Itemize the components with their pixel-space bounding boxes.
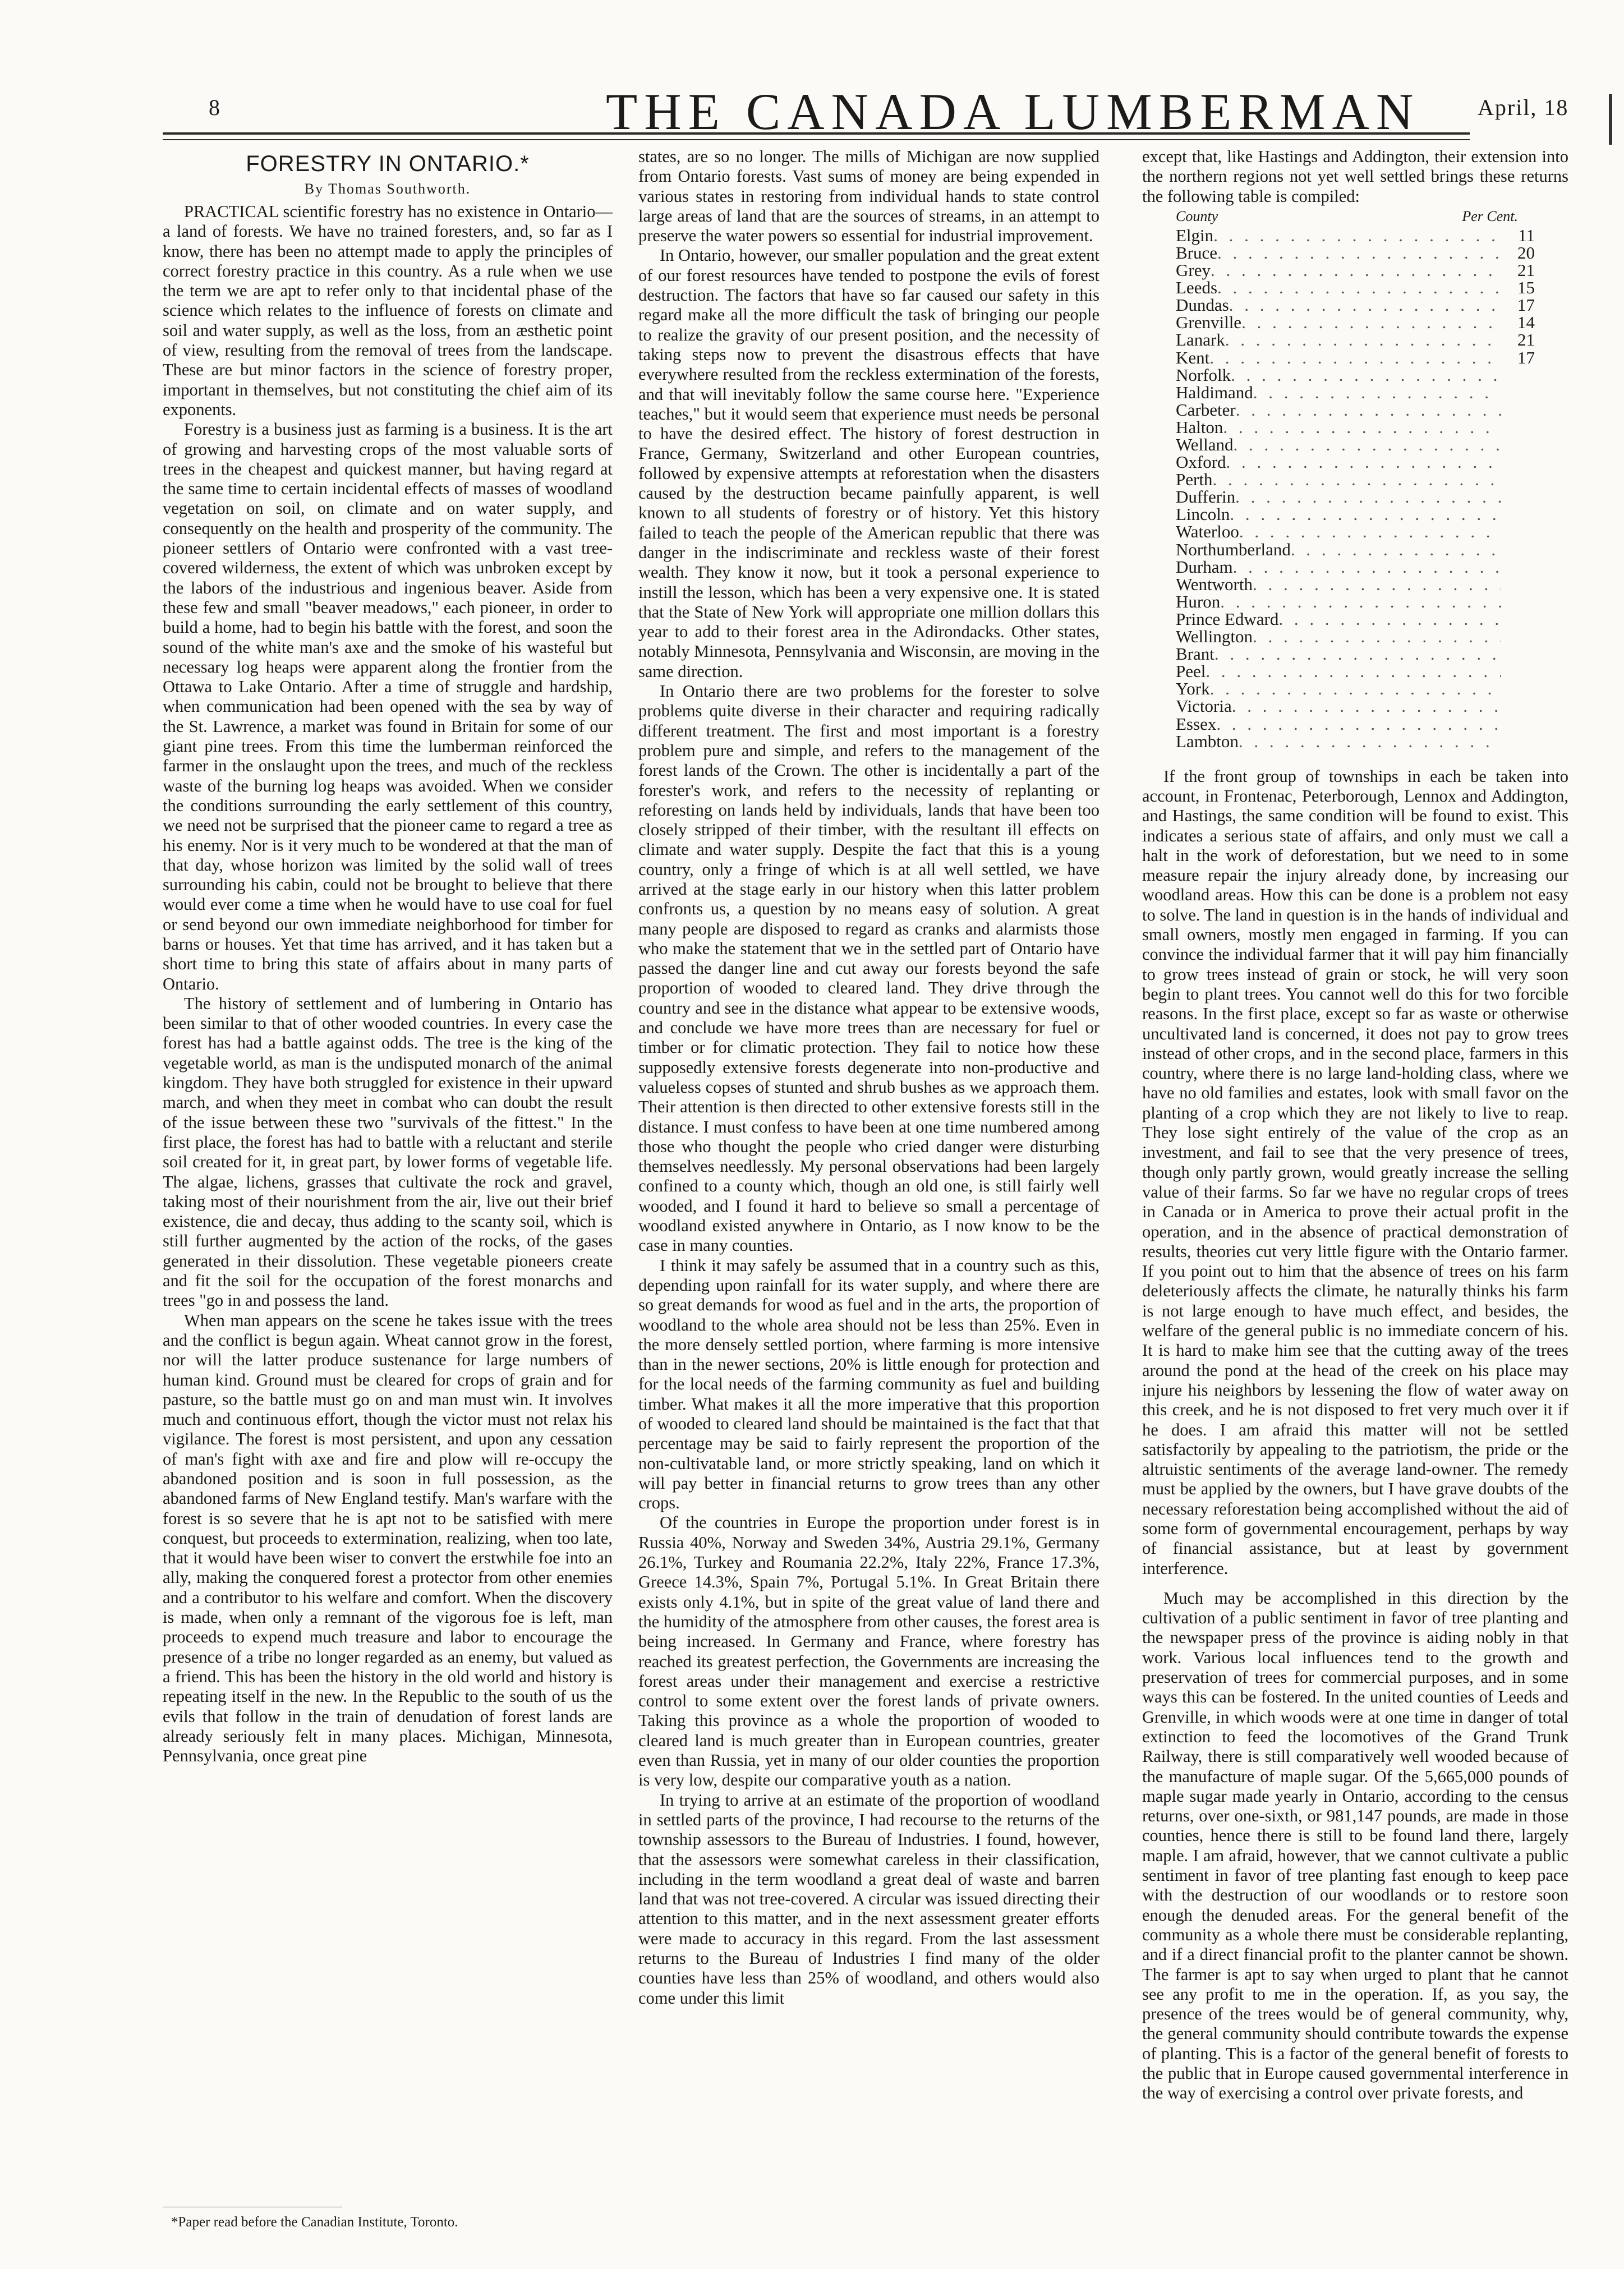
leader-dots (1210, 680, 1501, 697)
column-2 (638, 147, 1099, 2217)
paragraph: states, are so no longer. The mills of Michigan are now supplied from Ontario forests. Vast sums of money are being expended in various states in restoring from individual hands to state control large areas of land that are the sources of streams, in an attempt to preserve the water powers so essential for industrial improvement. (638, 147, 1099, 246)
county-percent (1501, 628, 1535, 645)
masthead-rule (163, 132, 1470, 135)
county-name: Wellington (1176, 627, 1253, 647)
county-percent (1501, 576, 1535, 593)
county-percent (1501, 593, 1535, 610)
percent-column-header: Per Cent. (1462, 208, 1518, 224)
leader-dots (1236, 401, 1501, 418)
county-name: Brant (1176, 644, 1214, 664)
paragraph: PRACTICAL scientific forestry has no existence in Ontario—a land of forests. We have no trained foresters, and, so far as I know, there has been no attempt made to apply the principles of correct forestry practice in this country. As a rule when we use the term we are apt to refer only to that incidental phase of the science which relates to the influence of forests on climate and soil and water supply, as well as the loss, from an æsthetic point of view, resulting from the removal of trees from the landscape. These are but minor factors in the science of forestry proper, important in themselves, but not constituting the chief aim of its exponents. (163, 202, 613, 419)
issue-date: April, 18 (1478, 95, 1569, 120)
county-row (1176, 279, 1535, 296)
county-row (1176, 541, 1535, 558)
county-name: Kent (1176, 347, 1210, 367)
column-3 (1142, 147, 1568, 2217)
county-name: Huron (1176, 591, 1221, 611)
county-name: York (1176, 679, 1210, 699)
paragraph: Of the countries in Europe the proportion under forest is in Russia 40%, Norway and Sweden 34%, Austria 29.1%, Germany 26.1%, Turkey and Roumania 22.2%, Italy 22%, France 17.3%, Greece 14.3%, Spain 7%, Portugal 5.1%. In Great Britain there exists only 4.1%, but in spite of the great value of land there and the humidity of the atmosphere from other causes, the forest area is being increased. In Germany and France, where forestry has reached its greatest perfection, the Governments are increasing the forest areas under their management and exercise a restrictive control to some extent over the forest lands of private owners. Taking this province as a whole the proportion of wooded to cleared land is much greater than in European countries, greater even than Russia, yet in many of our older counties the proportion is very low, despite our comparative youth as a nation. (638, 1513, 1099, 1790)
county-name: Dundas (1176, 295, 1229, 315)
county-row (1176, 488, 1535, 505)
county-name: Grey (1176, 260, 1211, 280)
county-name: Carbeter (1176, 399, 1236, 420)
leader-dots (1232, 697, 1501, 715)
leader-dots (1239, 523, 1501, 540)
masthead-title: THE CANADA LUMBERMAN (606, 83, 1420, 140)
paragraph: except that, like Hastings and Addington, their extension into the northern regions not yet well settled brings these returns the following table is compiled: (1142, 147, 1568, 206)
paragraph: In Ontario there are two problems for the forester to solve problems quite diverse in their character and requiring radically different treatment. The first and most important is a forestry problem pure and simple, and refers to the management of the forest lands of the Crown. The other is incidentally a part of the forester's work, and refers to the necessity of replanting or reforesting on lands held by individuals, lands that have been too closely stripped of their timber, with the resultant ill effects on climate and water supply. Despite the fact that this is a young country, only a fringe of which is at all well settled, we have arrived at the stage early in our history when this latter problem confronts us, a question by no means easy of solution. A great many people are disposed to regard as cranks and alarmists those who make the statement that we in the settled part of Ontario have passed the danger line and cut away our forests beyond the safe proportion of wooded to cleared land. They drive through the country and see in the distance what appear to be extensive woods, and conclude we have more trees than are necessary for fuel or timber or for climatic protection. They fail to notice how these supposedly extensive forests degenerate into non-productive and valueless copses of stunted and shrub bushes as we approach them. Their attention is then directed to other extensive forests still in the distance. I must confess to have been at one time numbered among those who thought the people who cried danger were disturbing themselves needlessly. My personal observations had been largely confined to a county which, though an old one, is still fairly well wooded, and I found it hard to believe so small a percentage of woodland existed anywhere in Ontario, as I now know to be the case in many counties. (638, 682, 1099, 1255)
county-percent: 21 (1517, 330, 1535, 350)
leader-dots (1206, 662, 1501, 680)
paragraph: Forestry is a business just as farming is a business. It is the art of growing and harvesting crops of the most valuable sorts of trees in the cheapest and quickest manner, but having regard at the same time to certain incidental effects of masses of woodland vegetation on soil, on climate and on water supply, and consequently on the health and prosperity of the community. The pioneer settlers of Ontario were confronted with a vast tree-covered wilderness, the extent of which was unbroken except by the labors of the industrious and ingenious beaver. Aside from these few and small "beaver meadows," each pioneer, in order to build a home, had to begin his battle with the forest, and soon the sound of the white man's axe and the smoke of his wasteful but necessary log heaps were apparent along the frontier from the Ottawa to Lake Ontario. After a time of struggle and hardship, when communication had been opened with the sea by way of the St. Lawrence, a market was found in Britain for some of our giant pine trees. From this time the lumberman reinforced the farmer in the onslaught upon the trees, and much of the reckless waste of the burning log heaps was avoided. When we consider the conditions surrounding the early settlement of this country, we need not be surprised that the pioneer came to regard a tree as his enemy. Nor is it very much to be wondered at that the man of that day, whose horizon was limited by the solid wall of trees surrounding his cabin, could not be brought to believe that there would ever come a time when he would have to use coal for fuel or send beyond our own immediate neighborhood for timber for barns or houses. Yet that time has arrived, and it has taken but a short time to bring this state of affairs about in many parts of Ontario. (163, 420, 613, 993)
county-name: Haldimand (1176, 382, 1253, 402)
county-row (1176, 418, 1535, 436)
county-row (1176, 680, 1535, 697)
paragraph: In trying to arrive at an estimate of the proportion of woodland in settled parts of the province, I had recourse to the returns of the township assessors to the Bureau of Industries. I found, however, that the assessors were somewhat careless in their classification, including in the term woodland a great deal of waste and barren land that was not tree-covered. A circular was issued directing their attention to this matter, and in the next assessment greater efforts were made to accuracy in this regard. From the last assessment returns to the Bureau of Industries I find many of the older counties have less than 25% of woodland, and others would also come under this limit (638, 1790, 1099, 2008)
county-row (1176, 645, 1535, 662)
leader-dots (1241, 314, 1501, 331)
county-name: Durham (1176, 556, 1233, 577)
county-name: Elgin (1176, 225, 1214, 245)
leader-dots (1235, 488, 1501, 505)
paragraph: The history of settlement and of lumbering in Ontario has been similar to that of other wooded countries. In every case the forest has had a battle against odds. The tree is the king of the vegetable world, as man is the undisputed monarch of the animal kingdom. They have both struggled for existence in their upward march, and when they meet in combat who can doubt the result of the issue between these two "survivals of the fittest." In the first place, the forest has had to battle with a reluctant and sterile soil created for it, in great part, by lower forms of vegetable life. The algae, lichens, grasses that cultivate the rock and gravel, taking most of their nourishment from the air, live out their brief existence, die and decay, thus adding to the scanty soil, which is still further augmented by the action of the rocks, of the gases generated in their dissolution. These vegetable pioneers create and fit the soil for the occupation of the forest monarchs and trees "go in and possess the land. (163, 993, 613, 1310)
county-row (1176, 366, 1535, 384)
county-name: Peel (1176, 661, 1206, 682)
county-percent (1501, 715, 1535, 733)
county-row (1176, 576, 1535, 593)
county-percent (1501, 436, 1535, 453)
county-name: Lambton (1176, 731, 1239, 751)
county-percent (1501, 662, 1535, 680)
county-percent: 15 (1517, 278, 1535, 298)
county-row (1176, 349, 1535, 366)
leader-dots (1291, 541, 1501, 558)
county-row (1176, 558, 1535, 576)
county-name: Oxford (1176, 452, 1226, 472)
county-percent: 17 (1517, 347, 1535, 367)
leader-dots (1217, 244, 1501, 261)
county-name: Lanark (1176, 330, 1225, 350)
county-percent (1501, 471, 1535, 488)
leader-dots (1211, 261, 1501, 279)
county-row (1176, 733, 1535, 750)
county-row (1176, 314, 1535, 331)
county-percent (1501, 558, 1535, 576)
leader-dots (1226, 453, 1501, 471)
leader-dots (1217, 279, 1501, 296)
county-percent (1501, 505, 1535, 523)
page-number: 8 (209, 95, 220, 120)
county-row (1176, 401, 1535, 418)
paragraph: When man appears on the scene he takes issue with the trees and the conflict is begun again. Wheat cannot grow in the forest, nor will the latter produce sustenance for large numbers of human kind. Ground must be cleared for crops of grain and for pasture, so the battle must go on and man must win. It involves much and continuous effort, though the victor must not relax his vigilance. The forest is most persistent, and upon any cessation of man's fight with axe and fire and plow will re-occupy the abandoned position and is soon in full possession, as the abandoned farms of New England testify. Man's warfare with the forest is so severe that he is apt not to be satisfied with mere conquest, but proceeds to extermination, realizing, when too late, that it would have been wiser to convert the erstwhile foe into an ally, making the conquered forest a protector from other enemies and a contributor to his welfare and comfort. When the discovery is made, when only a remnant of the vigorous foe is left, man proceeds to expend much treasure and labor to encourage the presence of a tribe no longer regarded as an enemy, but valued as a friend. This has been the history in the old world and history is repeating itself in the new. In the Republic to the south of us the evils that follow in the train of denudation of forest lands are already seriously felt in many places. Michigan, Minnesota, Pennsylvania, once great pine (163, 1310, 613, 1766)
paragraph: If the front group of townships in each be taken into account, in Frontenac, Peterborough, Lennox and Addington, and Hastings, the same condition will be found to exist. This indicates a serious state of affairs, and only must we call a halt in the work of deforestation, but we need to in some measure repair the injury already done, by increasing our woodland areas. How this can be done is a problem not easy to solve. The land in question is in the hands of individual and small owners, mostly men engaged in farming. If you can convince the individual farmer that it will pay him financially to grow trees instead of grain or stock, he will very soon begin to plant trees. You cannot well do this for two forcible reasons. In the first place, except so far as waste or otherwise uncultivated land is concerned, it does not pay to grow trees instead of other crops, and in the second place, farmers in this country, where there is no large land-holding class, where we have no old families and estates, look with small favor on the planting of a crop which they are not likely to live to reap. They lose sight entirely of the value of the crop as an investment, and fail to see that the very presence of trees, though only partly grown, would greatly increase the selling value of their farms. So far we have no regular crops of trees in Canada or in America to prove their actual profit in the operation, and in the absence of practical demonstration of results, theories cut very little figure with the Ontario farmer. If you point out to him that the absence of trees on his farm deleteriously affects the climate, he naturally thinks his farm is not large enough to have much effect, and besides, the welfare of the general public is no immediate concern of his. It is hard to make him see that the cutting away of the trees around the pond at the head of the creek on his place may injure his neighbors by lessening the flow of water away on this creek, and he is not disposed to fret very much over it if he does. I am afraid this matter will not be settled satisfactorily by appealing to the patriotism, the pride or the altruistic sentiments of the average land-owner. The remedy must be applied by the owners, but I have grave doubts of the necessary reforestation being accomplished without the aid of some form of governmental encouragement, perhaps by way of financial assistance, but at least by government interference. (1142, 766, 1568, 1578)
county-row (1176, 593, 1535, 610)
county-name: Wentworth (1176, 574, 1253, 594)
county-name: Northumberland (1176, 539, 1291, 559)
county-percent (1501, 541, 1535, 558)
county-percent (1501, 523, 1535, 540)
county-percent (1501, 488, 1535, 505)
column-1 (163, 147, 613, 2189)
county-percent: 20 (1517, 242, 1535, 263)
paragraph: Much may be accomplished in this direction by the cultivation of a public sentiment in favor of tree planting and the newspaper press of the province is aiding nobly in that work. Various local influences tend to the growth and preservation of trees for commercial purposes, and in some ways this can be fostered. In the united counties of Leeds and Grenville, in which woods were at one time in danger of total extinction to feed the locomotives of the Grand Trunk Railway, there is still comparatively well wooded because of the manufacture of maple sugar. Of the 5,665,000 pounds of maple sugar made yearly in Ontario, according to the census returns, over one-sixth, or 981,147 pounds, are made in those counties, hence there is still to be found land there, largely maple. I am afraid, however, that we cannot cultivate a public sentiment in favor of tree planting fast enough to keep pace with the destruction of our woodlands or to restore soon enough the denuded areas. For the general benefit of the community as a whole there must be considerable replanting, and if a direct financial profit to the planter cannot be shown. The farmer is apt to say when urged to plant that he cannot see any profit to me in the operation. If, as you say, the presence of the trees would be of general community, why, the general community should contribute towards the expense of planting. This is a factor of the general benefit of forests to the public that in Europe caused governmental interference in the way of exercising a control over private forests, and (1142, 1588, 1568, 2103)
county-row (1176, 697, 1535, 715)
county-row (1176, 331, 1535, 348)
county-row (1176, 296, 1535, 314)
county-table (1142, 227, 1568, 750)
county-name: Norfolk (1176, 365, 1231, 385)
county-percent: 14 (1517, 312, 1535, 333)
paragraph: I think it may safely be assumed that in a country such as this, depending upon rainfall for its water supply, and where there are so great demands for wood as fuel and in the arts, the proportion of woodland to the whole area should not be less than 25%. Even in the more densely settled portion, where farming is more intensive than in the newer sections, 20% is little enough for protection and for the local needs of the farming community as fuel and building timber. What makes it all the more imperative that this proportion of wooded to cleared land should be maintained is the fact that that percentage may be said to fairly represent the proportion of the non-cultivatable land, or more strictly speaking, land on which it will pay better in financial returns to grow trees than any other crops. (638, 1255, 1099, 1513)
leader-dots (1234, 436, 1501, 453)
leader-dots (1209, 349, 1501, 366)
county-table-header (1176, 208, 1518, 225)
county-row (1176, 715, 1535, 733)
leader-dots (1216, 715, 1501, 733)
county-percent: 17 (1517, 295, 1535, 315)
county-percent (1501, 401, 1535, 418)
leader-dots (1230, 505, 1501, 523)
leader-dots (1253, 384, 1501, 401)
leader-dots (1220, 593, 1501, 610)
county-percent (1501, 418, 1535, 436)
county-name: Lincoln (1176, 504, 1230, 524)
paragraph: In Ontario, however, our smaller population and the great extent of our forest resources have tended to postpone the evils of forest destruction. The factors that have so far caused our safety in this regard make all the more difficult the task of bringing our people to realize the gravity of our present position, and the necessity of taking steps now to prevent the disastrous effects that have everywhere resulted from the reckless extermination of the forests, and that will inevitably follow the same course here. "Experience teaches," but it would seem that experience must needs be personal to have the desired effect. The history of forest destruction in France, Germany, Switzerland and other European countries, followed by expensive attempts at reforestation when the disasters caused by the destruction became painfully apparent, is well known to all students of forestry or of history. Yet this history failed to teach the people of the American republic that there was danger in the indiscriminate and reckless waste of their forest wealth. They know it now, but it took a personal experience to instill the lesson, which has been a very expensive one. It is stated that the State of New York will appropriate one million dollars this year to add to their forest area in the Adirondacks. Other states, notably Minnesota, Pennsylvania and Wisconsin, are moving in the same direction. (638, 246, 1099, 681)
leader-dots (1253, 576, 1501, 593)
county-name: Essex (1176, 714, 1217, 734)
county-row (1176, 610, 1535, 628)
county-name: Perth (1176, 470, 1213, 490)
county-name: Grenville (1176, 312, 1242, 333)
leader-dots (1239, 733, 1501, 750)
county-row (1176, 523, 1535, 540)
leader-dots (1213, 227, 1501, 244)
county-row (1176, 261, 1535, 279)
county-row (1176, 244, 1535, 261)
county-name: Bruce (1176, 242, 1218, 263)
county-percent: 11 (1518, 225, 1535, 245)
article-byline: By Thomas Southworth. (304, 181, 471, 197)
leader-dots (1253, 628, 1501, 645)
county-row (1176, 453, 1535, 471)
county-percent (1501, 733, 1535, 750)
county-name: Halton (1176, 417, 1223, 437)
county-row (1176, 227, 1535, 244)
county-row (1176, 628, 1535, 645)
county-row (1176, 471, 1535, 488)
county-percent (1501, 453, 1535, 471)
county-name: Prince Edward (1176, 609, 1279, 629)
county-percent (1501, 680, 1535, 697)
county-percent (1501, 384, 1535, 401)
county-name: Waterloo (1176, 522, 1239, 542)
page-edge-mark (1609, 94, 1612, 145)
county-percent: 21 (1517, 260, 1535, 280)
leader-dots (1212, 471, 1501, 488)
county-percent (1501, 645, 1535, 662)
county-name: Victoria (1176, 696, 1232, 716)
leader-dots (1229, 296, 1501, 314)
county-name: Dufferin (1176, 487, 1236, 507)
county-row (1176, 436, 1535, 453)
footnote: *Paper read before the Canadian Institute, Toronto. (171, 2215, 458, 2230)
county-row (1176, 505, 1535, 523)
masthead-rule-thin (163, 139, 1470, 140)
leader-dots (1223, 418, 1501, 436)
leader-dots (1225, 331, 1501, 348)
county-row (1176, 662, 1535, 680)
leader-dots (1214, 645, 1501, 662)
county-column-header: County (1176, 208, 1218, 224)
county-percent (1501, 697, 1535, 715)
county-row (1176, 384, 1535, 401)
county-percent (1501, 610, 1535, 628)
leader-dots (1278, 610, 1501, 628)
article-title: FORESTRY IN ONTARIO.* (246, 151, 530, 176)
county-name: Welland (1176, 435, 1234, 455)
leader-dots (1233, 558, 1501, 576)
county-percent (1501, 366, 1535, 384)
leader-dots (1231, 366, 1501, 384)
county-name: Leeds (1176, 278, 1218, 298)
